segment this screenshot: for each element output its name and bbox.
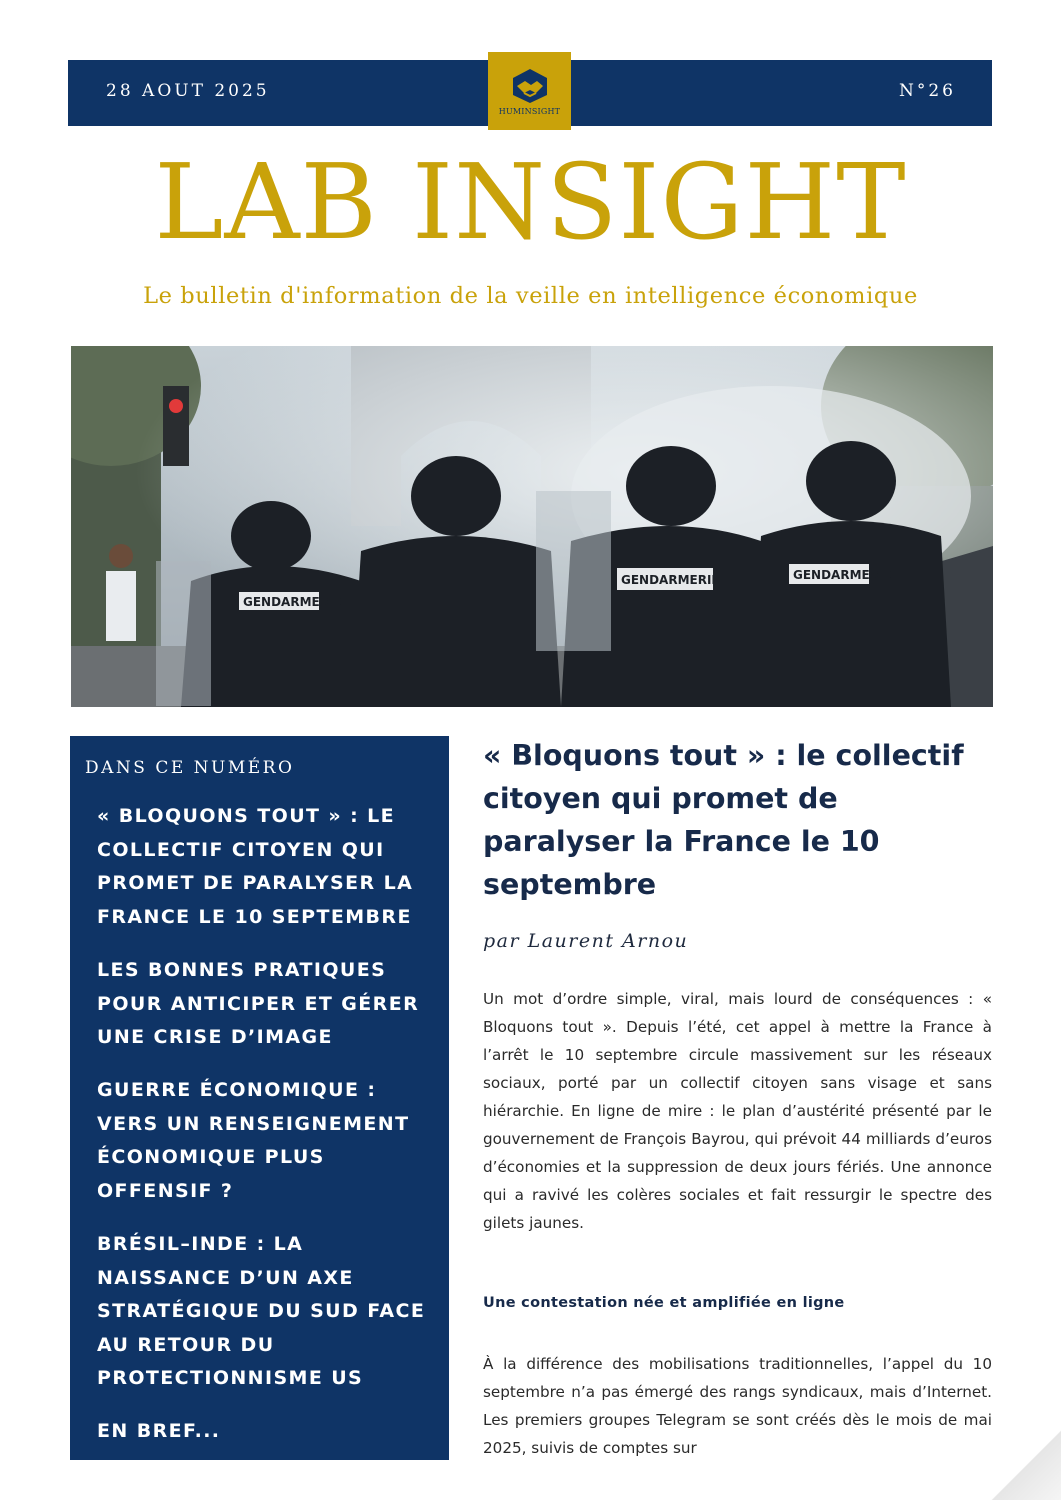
vest-label-3: GENDARMERIE [793,568,892,582]
article-byline: par Laurent Arnou [483,930,689,952]
toc-item-guerre-economique[interactable]: GUERRE ÉCONOMIQUE : VERS UN RENSEIGNEMENT ÉCONOMIQUE PLUS OFFENSIF ? [97,1079,410,1202]
toc-item-crise-image[interactable]: LES BONNES PRATIQUES POUR ANTICIPER ET GÉRER UNE CRISE D’IMAGE [97,959,420,1048]
newsletter-title: LAB INSIGHT [154,141,907,263]
page-curl [991,1430,1061,1500]
riot-police-illustration [71,346,993,707]
brand-logo [488,52,571,130]
vest-label-2: GENDARMERIE [621,573,720,587]
toc-item-en-bref[interactable]: EN BREF... [97,1420,221,1442]
toc-item-bloquons-tout[interactable]: « BLOQUONS TOUT » : LE COLLECTIF CITOYEN QUI PROMET DE PARALYSER LA FRANCE LE 10 SEPTEMBRE [97,805,414,928]
issue-number: N°26 [898,81,956,101]
handshake-hexagon-icon [511,68,549,104]
newsletter-subtitle: Le bulletin d'information de la veille en intelligence économique [143,283,918,309]
article-paragraph-2: À la différence des mobilisations traditionnelles, l’appel du 10 septembre n’a pas émergé des rangs syndicaux, mais d’Internet. Les premiers groupes Telegram se sont créés dès le mois de mai 2025, suivis de comptes sur [483,1355,992,1457]
article-subheading: Une contestation née et amplifiée en ligne [483,1295,845,1311]
toc-item-bresil-inde[interactable]: BRÉSIL–INDE : LA NAISSANCE D’UN AXE STRATÉGIQUE DU SUD FACE AU RETOUR DU PROTECTIONNISME US [97,1233,426,1389]
logo-wordmark: HUMINSIGHT [498,107,561,116]
toc-title: DANS CE NUMÉRO [85,758,295,778]
vest-label-1: GENDARMERIE [243,595,342,609]
issue-date: 28 AOUT 2025 [106,81,270,101]
table-of-contents [70,736,449,1460]
article-paragraph-1: Un mot d’ordre simple, viral, mais lourd de conséquences : « Bloquons tout ». Depuis l’été, cet appel à mettre la France à l’arrêt le 10 septembre circule massivement sur les réseaux sociaux, porté par un collectif citoyen sans visage et sans hiérarchie. En ligne de mire : le plan d’austérité présenté par le gouvernement de François Bayrou, qui prévoit 44 milliards d’euros d’économies et la suppression de deux jours fériés. Une annonce qui a ravivé les colères sociales et fait ressurgir le spectre des gilets jaunes. [483,990,992,1232]
hero-photo [71,346,993,707]
article-headline: « Bloquons tout » : le collectif citoyen qui promet de paralyser la France le 10 septembre [483,739,964,901]
